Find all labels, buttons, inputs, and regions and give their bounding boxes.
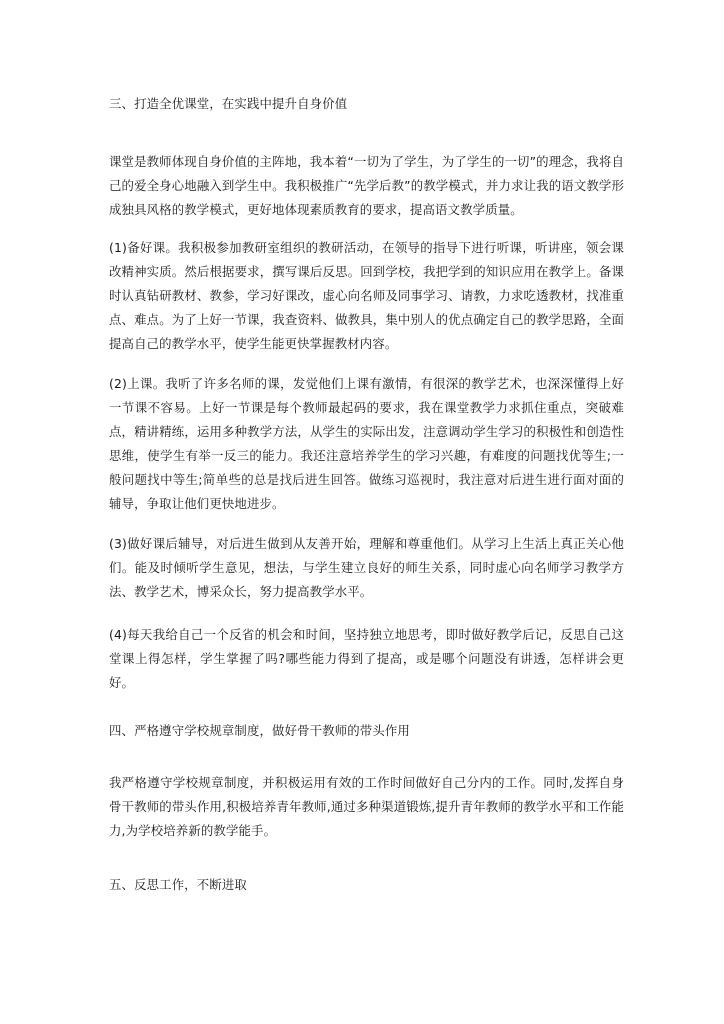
paragraph-rules-and-leadership: 我严格遵守学校规章制度，并积极运用有效的工作时间做好自己分内的工作。同时,发挥自身骨干教师的带头作用,积极培养青年教师,通过多种渠道锻炼,提升青年教师的教学水平和工作能力,为学校培养新的教学能手。	[109, 775, 624, 838]
section-heading-3: 三、打造全优课堂，在实践中提升自身价值	[109, 96, 348, 111]
item-prepare-lessons: (1)备好课。我积极参加教研室组织的教研活动，在领导的指导下进行听课，听讲座，领会课改精神实质。然后根据要求，撰写课后反思。回到学校，我把学到的知识应用在教学上。备课时认真钻研教材、教参，学习好课改，虚心向名师及同事学习、请教，力求吃透教材，找准重点、难点。为了上好一节课，我查资料、做教具，集中别人的优点确定自己的教学思路，全面提高自己的教学水平，使学生能更快掌握教材内容。	[109, 240, 624, 351]
item-after-class-tutoring: (3)做好课后辅导，对后进生做到从友善开始，理解和尊重他们。从学习上生活上真正关心他们。能及时倾听学生意见，想法，与学生建立良好的师生关系，同时虚心向名师学习教学方法、教学艺术，博采众长，努力提高教学水平。	[109, 536, 624, 599]
intro-paragraph: 课堂是教师体现自身价值的主阵地，我本着“一切为了学生，为了学生的一切”的理念，我将自己的爱全身心地融入到学生中。我积极推广“先学后教”的教学模式，并力求让我的语文教学形成独具风格的教学模式，更好地体现素质教育的要求，提高语文教学质量。	[109, 154, 624, 217]
item-teaching-class: (2)上课。我听了许多名师的课，发觉他们上课有激情，有很深的教学艺术，也深深懂得上好一节课不容易。上好一节课是每个教师最起码的要求，我在课堂教学力求抓住重点，突破难点，精讲精练，运用多种教学方法，从学生的实际出发，注意调动学生学习的积极性和创造性思维，使学生有举一反三的能力。我还注意培养学生的学习兴趣，有难度的问题找优等生;一般问题找中等生;简单些的总是找后进生回答。做练习巡视时，我注意对后进生进行面对面的辅导，争取让他们更快地进步。	[109, 376, 624, 511]
section-heading-5: 五、反思工作，不断进取	[109, 877, 247, 892]
item-daily-reflection: (4)每天我给自己一个反省的机会和时间，坚持独立地思考，即时做好教学后记，反思自己这堂课上得怎样，学生掌握了吗?哪些能力得到了提高，或是哪个问题没有讲透，怎样讲会更好。	[109, 627, 624, 690]
section-heading-4: 四、严格遵守学校规章制度，做好骨干教师的带头作用	[109, 723, 410, 738]
